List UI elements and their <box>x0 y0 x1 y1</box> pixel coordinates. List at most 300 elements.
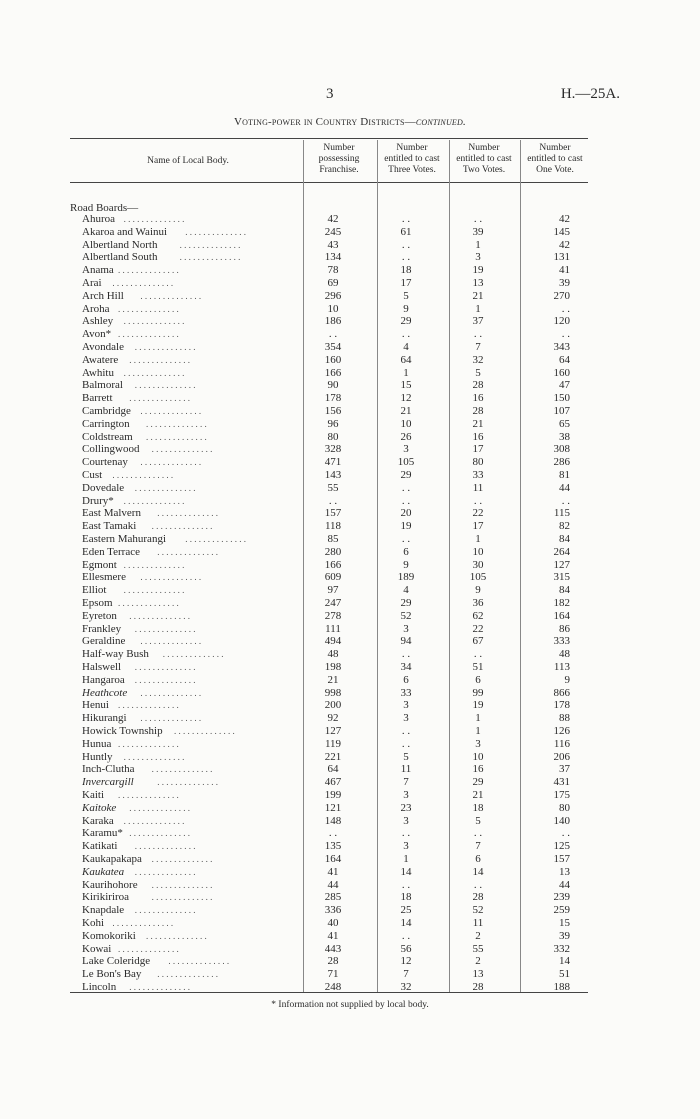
column-header-one-vote: Number entitled to cast One Vote. <box>527 143 583 175</box>
three-votes-count: 6 <box>403 673 409 686</box>
leader-dots: . . . . . . . . . . . . . . <box>129 802 190 813</box>
one-vote-count: . . <box>561 328 570 341</box>
three-votes-count: 1 <box>403 853 409 865</box>
local-body-name: Ashley <box>82 315 114 328</box>
local-body-name: Barrett <box>82 392 113 405</box>
table-row <box>0 918 700 929</box>
three-votes-count: 3 <box>403 814 409 827</box>
two-votes-count: 37 <box>472 315 484 328</box>
one-vote-count: 145 <box>553 225 570 238</box>
table-row <box>0 393 700 404</box>
franchise-count: 48 <box>327 648 339 661</box>
three-votes-count: . . <box>401 648 411 661</box>
leader-dots: . . . . . . . . . . . . . . <box>118 329 179 340</box>
one-vote-count: 188 <box>553 981 570 993</box>
heading-main: Voting-power in Country Districts— <box>234 116 416 128</box>
franchise-count: 609 <box>324 571 342 584</box>
franchise-count: 43 <box>327 238 339 251</box>
one-vote-count: 127 <box>553 558 570 571</box>
two-votes-count: 3 <box>475 737 481 750</box>
franchise-count: 443 <box>324 942 342 955</box>
franchise-count: 71 <box>327 968 339 981</box>
local-body-name: Invercargill <box>82 776 134 789</box>
table-row <box>0 585 700 596</box>
franchise-count: 166 <box>324 558 342 571</box>
franchise-count: 186 <box>324 315 342 328</box>
one-vote-count: 48 <box>559 648 570 661</box>
franchise-count: 245 <box>324 225 342 238</box>
two-votes-count: 16 <box>472 430 484 443</box>
table-row <box>0 688 700 699</box>
table-row <box>0 624 700 635</box>
leader-dots: . . . . . . . . . . . . . . <box>118 790 179 800</box>
leader-dots: . . . . . . . . . . . . . . <box>118 598 179 608</box>
two-votes-count: 6 <box>475 673 481 686</box>
franchise-count: 354 <box>324 341 342 353</box>
three-votes-count: . . <box>401 929 411 942</box>
three-votes-count: 18 <box>400 891 412 904</box>
one-vote-count: 86 <box>559 622 570 635</box>
three-votes-count: . . <box>401 533 411 545</box>
local-body-name: Aroha <box>82 302 110 315</box>
section-title: Road Boards— <box>70 202 139 214</box>
local-body-name: Eden Terrace <box>82 545 140 558</box>
local-body-name: Kowai <box>82 942 112 955</box>
local-body-name: Cambridge <box>82 405 131 417</box>
local-body-name: Kaurihohore <box>82 878 138 891</box>
franchise-count: 90 <box>327 379 339 392</box>
table-row <box>0 304 700 315</box>
table-row <box>0 969 700 980</box>
table-row <box>0 572 700 583</box>
local-body-name: Coldstream <box>82 430 133 443</box>
table-row <box>0 662 700 673</box>
franchise-count: 248 <box>324 981 342 993</box>
local-body-name: Lake Coleridge <box>82 955 151 968</box>
local-body-name: Howick Township <box>82 725 163 737</box>
table-row <box>0 867 700 878</box>
franchise-count: 178 <box>324 392 342 405</box>
leader-dots: . . . . . . . . . . . . . . <box>118 303 179 314</box>
three-votes-count: 52 <box>400 609 412 622</box>
franchise-count: 471 <box>324 456 342 469</box>
one-vote-count: 164 <box>553 609 570 622</box>
local-body-name: Katikati <box>82 840 118 853</box>
three-votes-count: . . <box>401 827 411 840</box>
leader-dots: . . . . . . . . . . . . . . <box>134 866 196 877</box>
one-vote-count: 41 <box>559 264 570 277</box>
table-row <box>0 419 700 430</box>
franchise-count: 92 <box>327 712 339 725</box>
two-votes-count: 22 <box>472 507 484 520</box>
two-votes-count: 16 <box>472 763 484 776</box>
leader-dots: . . . . . . . . . . . . . . <box>134 623 196 634</box>
leader-dots: . . . . . . . . . . . . . . <box>129 982 190 992</box>
two-votes-count: 13 <box>472 277 484 289</box>
local-body-name: Kaukatea <box>82 865 125 878</box>
one-vote-count: 286 <box>553 456 570 469</box>
two-votes-count: 67 <box>472 635 484 648</box>
franchise-count: 42 <box>327 213 339 225</box>
table-row <box>0 521 700 532</box>
three-votes-count: 34 <box>400 661 412 673</box>
leader-dots: . . . . . . . . . . . . . . <box>157 508 218 519</box>
local-body-name: Albertland South <box>82 251 158 264</box>
local-body-name: Knapdale <box>82 904 125 917</box>
leader-dots: . . . . . . . . . . . . . . <box>174 726 235 736</box>
local-body-name: Kohi <box>82 917 104 929</box>
table-row <box>0 496 700 507</box>
leader-dots: . . . . . . . . . . . . . . <box>129 610 190 621</box>
table-row <box>0 598 700 609</box>
leader-dots: . . . . . . . . . . . . . . <box>129 828 190 839</box>
one-vote-count: 51 <box>559 968 570 981</box>
franchise-count: 247 <box>324 597 342 609</box>
three-votes-count: 3 <box>403 789 409 801</box>
one-vote-count: 140 <box>553 814 570 827</box>
table-row <box>0 240 700 251</box>
leader-dots: . . . . . . . . . . . . . . <box>118 738 179 749</box>
franchise-count: 328 <box>324 443 342 456</box>
three-votes-count: 17 <box>400 277 412 289</box>
franchise-count: . . <box>328 827 338 840</box>
three-votes-count: 3 <box>403 840 409 853</box>
three-votes-count: 4 <box>403 584 409 597</box>
one-vote-count: 44 <box>559 481 570 494</box>
table-row <box>0 534 700 545</box>
leader-dots: . . . . . . . . . . . . . . <box>118 265 179 276</box>
table-row <box>0 726 700 737</box>
table-row <box>0 329 700 340</box>
leader-dots: . . . . . . . . . . . . . . <box>134 482 196 493</box>
local-body-name: Huntly <box>82 750 113 763</box>
table-row <box>0 432 700 443</box>
local-body-name: Eyreton <box>82 609 117 622</box>
local-body-name: Balmoral <box>82 379 123 392</box>
three-votes-count: . . <box>401 481 411 494</box>
three-votes-count: 5 <box>403 289 409 302</box>
franchise-count: 78 <box>327 264 339 277</box>
two-votes-count: 33 <box>472 469 484 481</box>
leader-dots: . . . . . . . . . . . . . . <box>151 892 213 903</box>
table-row <box>0 508 700 519</box>
local-body-name: Akaroa and Wainui <box>82 225 168 238</box>
local-body-name: Henui <box>82 699 109 712</box>
franchise-count: 285 <box>324 891 342 904</box>
local-body-name: Heathcote <box>82 686 128 699</box>
leader-dots: . . . . . . . . . . . . . . <box>112 918 174 928</box>
two-votes-count: 18 <box>472 801 484 814</box>
three-votes-count: 61 <box>400 225 412 238</box>
local-body-name: Carrington <box>82 417 130 430</box>
two-votes-count: 2 <box>475 955 481 968</box>
local-body-name: Lincoln <box>82 981 117 993</box>
one-vote-count: 333 <box>553 635 570 648</box>
local-body-name: Cust <box>82 469 103 481</box>
franchise-count: 40 <box>327 917 339 929</box>
franchise-count: 118 <box>324 520 342 533</box>
one-vote-count: 115 <box>553 507 570 520</box>
leader-dots: . . . . . . . . . . . . . . <box>123 214 185 224</box>
leader-dots: . . . . . . . . . . . . . . <box>179 239 241 250</box>
one-vote-count: . . <box>561 302 570 315</box>
franchise-count: 97 <box>327 584 339 597</box>
leader-dots: . . . . . . . . . . . . . . <box>140 687 202 698</box>
three-votes-count: 19 <box>400 520 412 533</box>
table-row <box>0 483 700 494</box>
leader-dots: . . . . . . . . . . . . . . <box>112 470 174 480</box>
one-vote-count: 15 <box>559 917 570 929</box>
table-row <box>0 790 700 801</box>
three-votes-count: 10 <box>400 417 412 430</box>
table-row <box>0 841 700 852</box>
one-vote-count: . . <box>561 494 570 507</box>
three-votes-count: 4 <box>403 341 409 353</box>
table-row <box>0 892 700 903</box>
one-vote-count: 131 <box>553 251 570 264</box>
table-row <box>0 278 700 289</box>
leader-dots: . . . . . . . . . . . . . . <box>118 943 179 954</box>
franchise-count: 21 <box>327 673 339 686</box>
franchise-count: 119 <box>324 737 342 750</box>
three-votes-count: 15 <box>400 379 412 392</box>
franchise-count: 80 <box>327 430 339 443</box>
header-rule <box>70 182 588 183</box>
leader-dots: . . . . . . . . . . . . . . <box>123 367 185 378</box>
two-votes-count: . . <box>473 827 483 840</box>
two-votes-count: 1 <box>475 712 481 725</box>
three-votes-count: 12 <box>400 955 412 968</box>
one-vote-count: 47 <box>559 379 570 392</box>
one-vote-count: 431 <box>553 776 570 789</box>
franchise-count: 55 <box>327 481 339 494</box>
footnote: * Information not supplied by local body. <box>271 1000 429 1010</box>
table-row <box>0 816 700 827</box>
two-votes-count: 1 <box>475 238 481 251</box>
leader-dots: . . . . . . . . . . . . . . <box>123 815 185 826</box>
franchise-count: 467 <box>324 776 342 789</box>
three-votes-count: 7 <box>403 776 409 789</box>
two-votes-count: . . <box>473 494 483 507</box>
two-votes-count: 6 <box>475 853 481 865</box>
leader-dots: . . . . . . . . . . . . . . <box>123 751 185 762</box>
one-vote-count: 88 <box>559 712 570 725</box>
one-vote-count: 343 <box>553 341 570 353</box>
three-votes-count: 23 <box>400 801 412 814</box>
franchise-count: 10 <box>327 302 339 315</box>
local-body-name: Anama <box>82 264 114 277</box>
table-row <box>0 470 700 481</box>
local-body-name: Kaiti <box>82 789 104 801</box>
leader-dots: . . . . . . . . . . . . . . <box>146 930 207 941</box>
local-body-name: Drury* <box>82 494 114 507</box>
table-row <box>0 316 700 327</box>
franchise-count: 160 <box>324 353 342 366</box>
one-vote-count: 178 <box>553 699 570 712</box>
two-votes-count: 105 <box>469 571 487 584</box>
two-votes-count: 21 <box>472 289 484 302</box>
leader-dots: . . . . . . . . . . . . . . <box>140 713 202 724</box>
table-heading <box>0 116 700 128</box>
leader-dots: . . . . . . . . . . . . . . <box>157 777 218 788</box>
two-votes-count: 21 <box>472 789 484 801</box>
leader-dots: . . . . . . . . . . . . . . <box>134 841 196 852</box>
two-votes-count: 1 <box>475 302 481 315</box>
franchise-count: 998 <box>324 686 342 699</box>
three-votes-count: 18 <box>400 264 412 277</box>
table-row <box>0 675 700 686</box>
leader-dots: . . . . . . . . . . . . . . <box>123 585 185 596</box>
franchise-count: 85 <box>327 533 339 545</box>
three-votes-count: 7 <box>403 968 409 981</box>
heading-continued: continued. <box>415 116 466 128</box>
column-header-franchise: Number possessing Franchise. <box>318 143 360 175</box>
leader-dots: . . . . . . . . . . . . . . <box>140 636 202 647</box>
three-votes-count: 32 <box>400 981 412 993</box>
leader-dots: . . . . . . . . . . . . . . <box>151 444 213 455</box>
table-row <box>0 636 700 647</box>
table-row <box>0 649 700 660</box>
two-votes-count: 3 <box>475 251 481 264</box>
two-votes-count: . . <box>473 213 483 225</box>
one-vote-count: 84 <box>559 584 570 597</box>
one-vote-count: 39 <box>559 929 570 942</box>
one-vote-count: 13 <box>559 865 570 878</box>
table-row <box>0 944 700 955</box>
local-body-name: Frankley <box>82 622 122 635</box>
franchise-count: 221 <box>324 750 342 763</box>
table-row <box>0 444 700 455</box>
franchise-count: 127 <box>324 725 342 737</box>
two-votes-count: 99 <box>472 686 484 699</box>
franchise-count: 296 <box>324 289 342 302</box>
local-body-name: Komokoriki <box>82 929 136 942</box>
one-vote-count: 80 <box>559 801 570 814</box>
two-votes-count: . . <box>473 328 483 341</box>
leader-dots: . . . . . . . . . . . . . . <box>129 393 190 404</box>
leader-dots: . . . . . . . . . . . . . . <box>162 649 224 660</box>
two-votes-count: 28 <box>472 981 484 993</box>
table-row <box>0 764 700 775</box>
three-votes-count: . . <box>401 251 411 264</box>
three-votes-count: 3 <box>403 712 409 725</box>
three-votes-count: 29 <box>400 315 412 328</box>
one-vote-count: 157 <box>553 853 570 865</box>
three-votes-count: 189 <box>397 571 415 584</box>
local-body-name: East Tamaki <box>82 520 137 533</box>
leader-dots: . . . . . . . . . . . . . . <box>140 406 202 416</box>
table-row <box>0 265 700 276</box>
franchise-count: 143 <box>324 469 342 481</box>
leader-dots: . . . . . . . . . . . . . . <box>185 226 246 237</box>
franchise-count: 64 <box>327 763 339 776</box>
leader-dots: . . . . . . . . . . . . . . <box>151 764 213 775</box>
local-body-name: Kaukapakapa <box>82 853 142 865</box>
leader-dots: . . . . . . . . . . . . . . <box>134 905 196 916</box>
three-votes-count: 11 <box>400 763 412 776</box>
one-vote-count: 120 <box>553 315 570 328</box>
two-votes-count: 39 <box>472 225 484 238</box>
leader-dots: . . . . . . . . . . . . . . <box>140 572 202 583</box>
franchise-count: 135 <box>324 840 342 853</box>
two-votes-count: 19 <box>472 264 484 277</box>
table-row <box>0 611 700 622</box>
one-vote-count: 39 <box>559 277 570 289</box>
franchise-count: 198 <box>324 661 342 673</box>
local-body-name: Karaka <box>82 814 114 827</box>
leader-dots: . . . . . . . . . . . . . . <box>140 290 202 301</box>
one-vote-count: 315 <box>553 571 570 584</box>
one-vote-count: 126 <box>553 725 570 737</box>
leader-dots: . . . . . . . . . . . . . . <box>112 278 174 288</box>
two-votes-count: 5 <box>475 366 481 379</box>
one-vote-count: 116 <box>553 737 570 750</box>
two-votes-count: 55 <box>472 942 484 955</box>
two-votes-count: 7 <box>475 341 481 353</box>
column-header-three-votes: Number entitled to cast Three Votes. <box>384 143 440 175</box>
two-votes-count: . . <box>473 878 483 891</box>
two-votes-count: 32 <box>472 353 484 366</box>
one-vote-count: 37 <box>559 763 570 776</box>
three-votes-count: . . <box>401 238 411 251</box>
two-votes-count: 2 <box>475 929 481 942</box>
two-votes-count: 30 <box>472 558 484 571</box>
top-rule <box>70 138 588 139</box>
one-vote-count: 65 <box>559 417 570 430</box>
two-votes-count: 5 <box>475 814 481 827</box>
table-row <box>0 406 700 417</box>
three-votes-count: 21 <box>400 405 412 417</box>
local-body-name: Hunua <box>82 737 112 750</box>
one-vote-count: 332 <box>553 942 570 955</box>
one-vote-count: 14 <box>559 955 570 968</box>
table-row <box>0 880 700 891</box>
leader-dots: . . . . . . . . . . . . . . <box>129 354 190 365</box>
local-body-name: Inch-Clutha <box>82 763 135 776</box>
three-votes-count: 94 <box>400 635 412 648</box>
local-body-name: Arch Hill <box>82 289 124 302</box>
franchise-count: 28 <box>327 955 339 968</box>
three-votes-count: 56 <box>400 942 412 955</box>
two-votes-count: 28 <box>472 891 484 904</box>
two-votes-count: . . <box>473 648 483 661</box>
local-body-name: Le Bon's Bay <box>82 968 142 981</box>
one-vote-count: 206 <box>553 750 570 763</box>
table-row <box>0 956 700 967</box>
table-row <box>0 803 700 814</box>
local-body-name: Hikurangi <box>82 712 127 725</box>
leader-dots: . . . . . . . . . . . . . . <box>157 546 218 557</box>
three-votes-count: 9 <box>403 302 409 315</box>
table-row <box>0 854 700 865</box>
three-votes-count: . . <box>401 878 411 891</box>
leader-dots: . . . . . . . . . . . . . . <box>140 457 202 468</box>
table-row <box>0 342 700 353</box>
two-votes-count: 17 <box>472 520 484 533</box>
two-votes-count: 9 <box>475 584 481 597</box>
three-votes-count: 12 <box>400 392 412 405</box>
three-votes-count: 3 <box>403 622 409 635</box>
one-vote-count: 44 <box>559 878 570 891</box>
franchise-count: 121 <box>324 801 342 814</box>
local-body-name: Albertland North <box>82 238 158 251</box>
local-body-name: Half-way Bush <box>82 648 149 661</box>
one-vote-count: 239 <box>553 891 570 904</box>
one-vote-count: 150 <box>553 392 570 405</box>
one-vote-count: 42 <box>559 213 570 225</box>
two-votes-count: 1 <box>475 533 481 545</box>
one-vote-count: 107 <box>553 405 570 417</box>
